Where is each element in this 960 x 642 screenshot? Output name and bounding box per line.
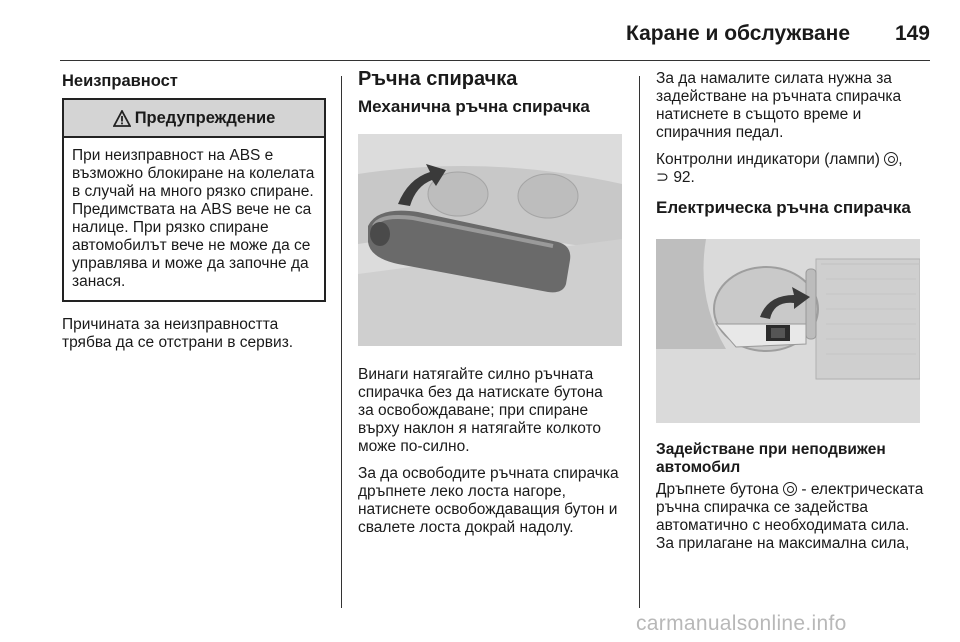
indicator-reference-text: Контролни индикатори (лампи)	[656, 151, 880, 168]
header-divider	[60, 60, 930, 61]
electric-brake-image	[656, 239, 920, 423]
subheading-stationary-vehicle: Задействане при неподвижен автомобил	[656, 441, 886, 476]
section-heading-malfunction: Неизправност	[62, 72, 178, 90]
electric-brake-text-end: - електрическата ръчна спирачка се задейства автоматично с необходимата сила. За прилагане на максимална сила,	[656, 481, 924, 552]
subheading-mechanical-brake: Механична ръчна спирачка	[358, 97, 590, 116]
warning-title: Предупреждение	[134, 109, 276, 127]
brake-indicator-icon	[884, 152, 898, 166]
page-header-title: Каране и обслужване	[626, 22, 850, 45]
malfunction-paragraph: Причината за неизправността трябва да се отстрани в сервиз.	[62, 316, 294, 351]
indicator-reference: Контролни индикатори (лампи) , ⊃ 92.	[656, 151, 903, 186]
column-divider-2	[639, 76, 640, 608]
mechanical-brake-paragraph-1: Винаги натягайте силно ръчната спирачка без да натискате бутона за освобождаване; при спиране върху наклон я натягайте колкото може по-силно.	[358, 366, 603, 455]
warning-header	[64, 100, 324, 138]
page-number: 149	[894, 22, 930, 45]
section-heading-parking-brake: Ръчна спирачка	[358, 68, 518, 90]
electric-brake-paragraph	[656, 481, 930, 553]
parking-brake-button-icon	[783, 482, 797, 496]
section-heading-electric-brake: Електрическа ръчна спирачка	[656, 198, 911, 217]
column-1	[62, 70, 326, 361]
mechanical-brake-image	[358, 134, 622, 346]
warning-text: При неизправност на ABS е възможно блокиране на колелата в случай на много рязко спиране. Предимствата на ABS вече не са налице. При рязко спиране автомобилът вече не може да се управлява и може да започне да занася.	[72, 147, 315, 290]
page-reference-arrow-icon: ⊃	[656, 169, 669, 186]
indicator-page-reference[interactable]: 92.	[673, 169, 695, 186]
column-2	[358, 70, 622, 546]
warning-box	[62, 98, 326, 302]
watermark: carmanualsonline.info	[636, 612, 847, 635]
warning-triangle-icon	[113, 110, 131, 127]
mechanical-brake-paragraph-2: За да освободите ръчната спирачка дръпнете леко лоста нагоре, натиснете освобождаващия бутон и свалете лоста докрай надолу.	[358, 465, 619, 536]
column-divider-1	[341, 76, 342, 608]
column-3	[656, 70, 930, 562]
electric-brake-text-start: Дръпнете бутона	[656, 481, 779, 498]
pedal-paragraph: За да намалите силата нужна за задействане на ръчната спирачка натиснете в същото време и спирачния педал.	[656, 70, 902, 141]
